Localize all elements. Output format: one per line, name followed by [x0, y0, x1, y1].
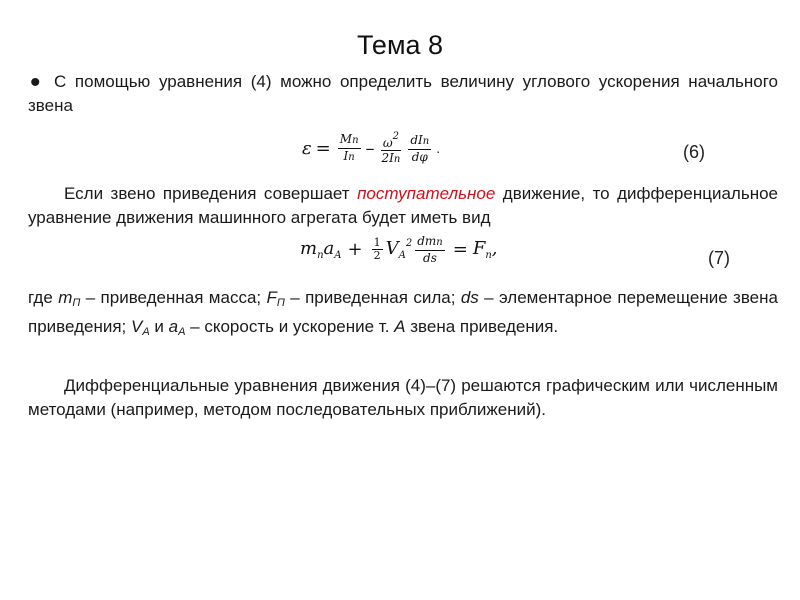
eq6-frac-omega: $\frac{\omega^2}{2In}$	[381, 131, 401, 165]
equation-7: $m_na_A$ + $\frac{1}{2}$ $V_A^2$ $\frac{\text{dmn}}{ds}$ = $F_n$,	[300, 234, 498, 265]
bullet-icon: •	[30, 66, 41, 99]
highlight-translational: поступательное	[357, 184, 496, 203]
paragraph-2-after: движение, то дифференциальное уравнение движения машинного агрегата будет иметь вид	[28, 184, 778, 227]
eq6-frac-dI-dphi: $\frac{\text{dIn}}{d\varphi}$	[410, 133, 430, 164]
equation-6: ε = $\frac{Mn}{In}$ – $\frac{\omega^2}{2In}$ $\frac{\text{dIn}}{d\varphi}$ .	[302, 131, 441, 165]
eq6-frac-M-over-I: $\frac{Mn}{In}$	[339, 132, 359, 163]
paragraph-translational	[28, 182, 778, 230]
equation-7-number: (7)	[708, 248, 730, 268]
paragraph-2-before: Если звено приведения совершает	[64, 184, 358, 203]
paragraph-1-text: С помощью уравнения (4) можно определить величину углового ускорения начального звена	[28, 72, 778, 115]
eq6-epsilon: ε	[302, 138, 312, 159]
paragraph-angular-acceleration	[28, 66, 778, 118]
paragraph-definitions: где $m_П$ – приведенная масса; $F_П$ – приведенная сила; ds – элементарное перемещение звена приведения; $V_A$ и $a_A$ – скорость и ускорение т. A звена приведения.	[28, 288, 778, 338]
eq7-frac-half: $\frac{1}{2}$	[373, 236, 381, 262]
slide-title: Тема 8	[356, 30, 444, 60]
equation-6-number: (6)	[683, 142, 705, 162]
paragraph-methods: Дифференциальные уравнения движения (4)–(7) решаются графическим или численным методами (например, методом последовательных приближений).	[28, 376, 778, 419]
eq7-frac-dm-ds: $\frac{\text{dmn}}{ds}$	[417, 234, 443, 265]
